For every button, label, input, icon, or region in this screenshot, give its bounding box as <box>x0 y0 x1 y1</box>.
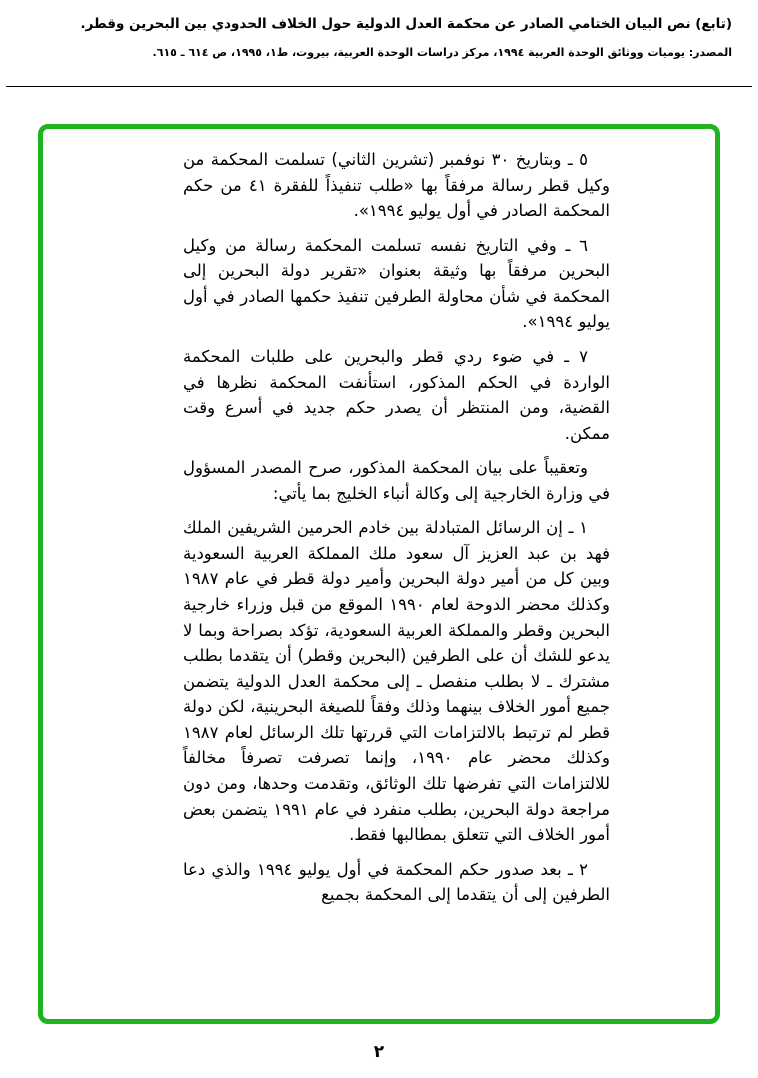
paragraph-item-6: ٦ ـ وفي التاريخ نفسه تسلمت المحكمة رسالة من وكيل البحرين مرفقاً بها وثيقة بعنوان «تقرير دولة البحرين إلى المحكمة في شأن محاولة الطرفين تنفيذ حكمها الصادر في أول يوليو ١٩٩٤». <box>183 235 610 332</box>
page-number: ٢ <box>373 1042 385 1062</box>
paragraph-commentary-2: ٢ ـ بعد صدور حكم المحكمة في أول يوليو ١٩٩٤ والذي دعا الطرفين إلى أن يتقدما إلى المحكمة بجميع <box>183 859 610 905</box>
paragraph-commentary-1: ١ ـ إن الرسائل المتبادلة بين خادم الحرمين الشريفين الملك فهد بن عبد العزيز آل سعود ملك المملكة العربية السعودية وبين كل من أمير دولة البحرين وأمير دولة قطر في عام ١٩٨٧ وكذلك محضر الدوحة لعام ١٩٩٠ الموقع من قبل وزراء خارجية البحرين وقطر والمملكة العربية السعودية، تؤكد بصراحة وبما لا يدعو للشك أن على الطرفين (البحرين وقطر) أن يتقدما بطلب مشترك ـ لا بطلب منفصل ـ إلى محكمة العدل الدولية يتضمن جميع أمور الخلاف بينهما وذلك وفقاً للصيغة البحرينية، لكن دولة قطر لم ترتبط بالالتزامات التي قررتها تلك الرسائل لعام ١٩٨٧ وكذلك محضر عام ١٩٩٠، وإنما تصرفت تصرفاً مخالفاً للالتزامات التي تفرضها تلك الوثائق، وتقدمت وحدها، ومن دون مراجعة دولة البحرين، بطلب منفرد في عام ١٩٩١ يتضمن بعض أمور الخلاف التي تتعلق بمطالبها فقط. <box>183 518 610 845</box>
paragraph-commentary-intro: وتعقيباً على بيان المحكمة المذكور، صرح المصدر المسؤول في وزارة الخارجية إلى وكالة أنباء الخليج بما يأتي: <box>183 458 610 503</box>
document-title: (تابع) نص البيان الختامي الصادر عن محكمة العدل الدولية حول الخلاف الحدودي بين البحرين وقطر. <box>80 16 732 32</box>
highlight-box <box>38 124 720 1024</box>
source-citation: المصدر: يوميات ووثائق الوحدة العربية ١٩٩٤، مركز دراسات الوحدة العربية، بيروت، ط١، ١٩٩٥، ص ٦١٤ ـ ٦١٥. <box>152 45 732 59</box>
paragraph-item-5: ٥ ـ وبتاريخ ٣٠ نوفمبر (تشرين الثاني) تسلمت المحكمة من وكيل قطر رسالة مرفقاً بها «طلب تنفيذاً للفقرة ٤١ من حكم المحكمة الصادر في أول يوليو ١٩٩٤». <box>183 150 610 221</box>
page-header <box>26 14 732 61</box>
header-divider <box>6 86 752 87</box>
body-text-column <box>43 129 715 1019</box>
paragraph-item-7: ٧ ـ في ضوء ردي قطر والبحرين على طلبات المحكمة الواردة في الحكم المذكور، استأنفت المحكمة نظرها في القضية، ومن المنتظر أن يصدر حكم جديد في أسرع وقت ممكن. <box>183 346 610 443</box>
